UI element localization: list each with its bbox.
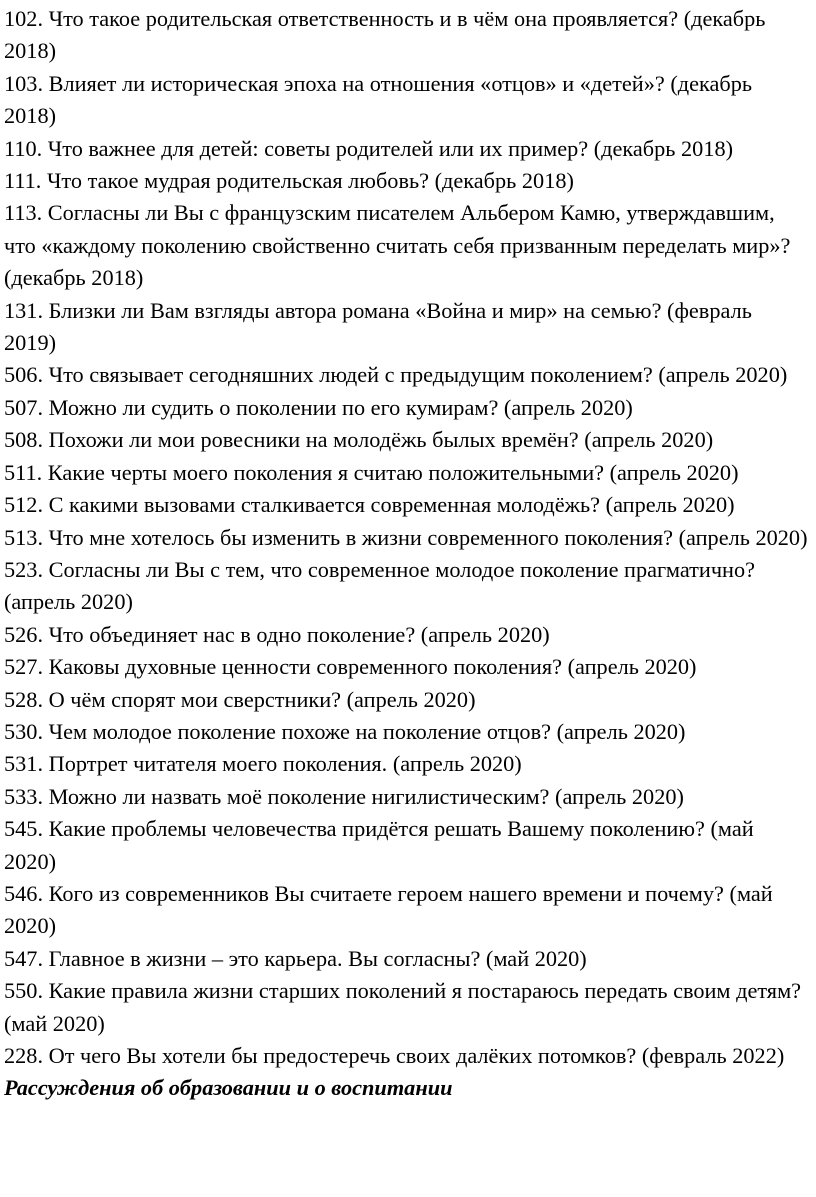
topic-item-113: 113. Согласны ли Вы с французским писателем Альбером Камю, утверждавшим, что «каждому поколению свойственно считать себя призванным переделать мир»? (декабрь 2018)	[4, 200, 791, 291]
topic-item-550: 550. Какие правила жизни старших поколений я постараюсь передать своим детям? (май 2020)	[4, 978, 802, 1036]
topic-item-103: 103. Влияет ли историческая эпоха на отношения «отцов» и «детей»? (декабрь 2018)	[4, 70, 753, 129]
topic-item-528: 528. О чём спорят мои сверстники? (апрель 2020)	[4, 686, 476, 712]
section-heading: Рассуждения об образовании и о воспитании	[4, 1075, 453, 1101]
topic-item-513: 513. Что мне хотелось бы изменить в жизни современного поколения? (апрель 2020)	[4, 524, 808, 550]
topic-item-110: 110. Что важнее для детей: советы родителей или их пример? (декабрь 2018)	[4, 135, 734, 161]
topic-item-228: 228. От чего Вы хотели бы предостеречь своих далёких потомков? (февраль 2022)	[4, 1043, 785, 1068]
topic-item-526: 526. Что объединяет нас в одно поколение? (апрель 2020)	[4, 621, 550, 647]
topic-item-507: 507. Можно ли судить о поколении по его кумирам? (апрель 2020)	[4, 394, 633, 420]
topic-item-102: 102. Что такое родительская ответственность и в чём она проявляется? (декабрь 2018)	[4, 6, 766, 64]
topic-item-506: 506. Что связывает сегодняшних людей с предыдущим поколением? (апрель 2020)	[4, 362, 788, 388]
topic-item-131: 131. Близки ли Вам взгляды автора романа «Война и мир» на семью? (февраль 2019)	[4, 297, 752, 356]
topic-item-111: 111. Что такое мудрая родительская любовь? (декабрь 2018)	[4, 168, 574, 194]
topic-item-527: 527. Каковы духовные ценности современного поколения? (апрель 2020)	[4, 654, 697, 680]
topic-item-531: 531. Портрет читателя моего поколения. (апрель 2020)	[4, 751, 522, 777]
topic-item-511: 511. Какие черты моего поколения я считаю положительными? (апрель 2020)	[4, 459, 739, 485]
topic-item-523: 523. Согласны ли Вы с тем, что современное молодое поколение прагматично? (апрель 2020)	[4, 556, 756, 615]
topic-item-547: 547. Главное в жизни – это карьера. Вы согласны? (май 2020)	[4, 945, 587, 971]
topic-item-545: 545. Какие проблемы человечества придётся решать Вашему поколению? (май 2020)	[4, 816, 754, 874]
topic-item-546: 546. Кого из современников Вы считаете героем нашего времени и почему? (май 2020)	[4, 880, 773, 939]
topic-item-530: 530. Чем молодое поколение похоже на поколение отцов? (апрель 2020)	[4, 718, 686, 744]
topic-item-508: 508. Похожи ли мои ровесники на молодёжь былых времён? (апрель 2020)	[4, 427, 714, 453]
topic-item-512: 512. С какими вызовами сталкивается современная молодёжь? (апрель 2020)	[4, 492, 735, 518]
topic-item-533: 533. Можно ли назвать моё поколение нигилистическим? (апрель 2020)	[4, 783, 684, 809]
